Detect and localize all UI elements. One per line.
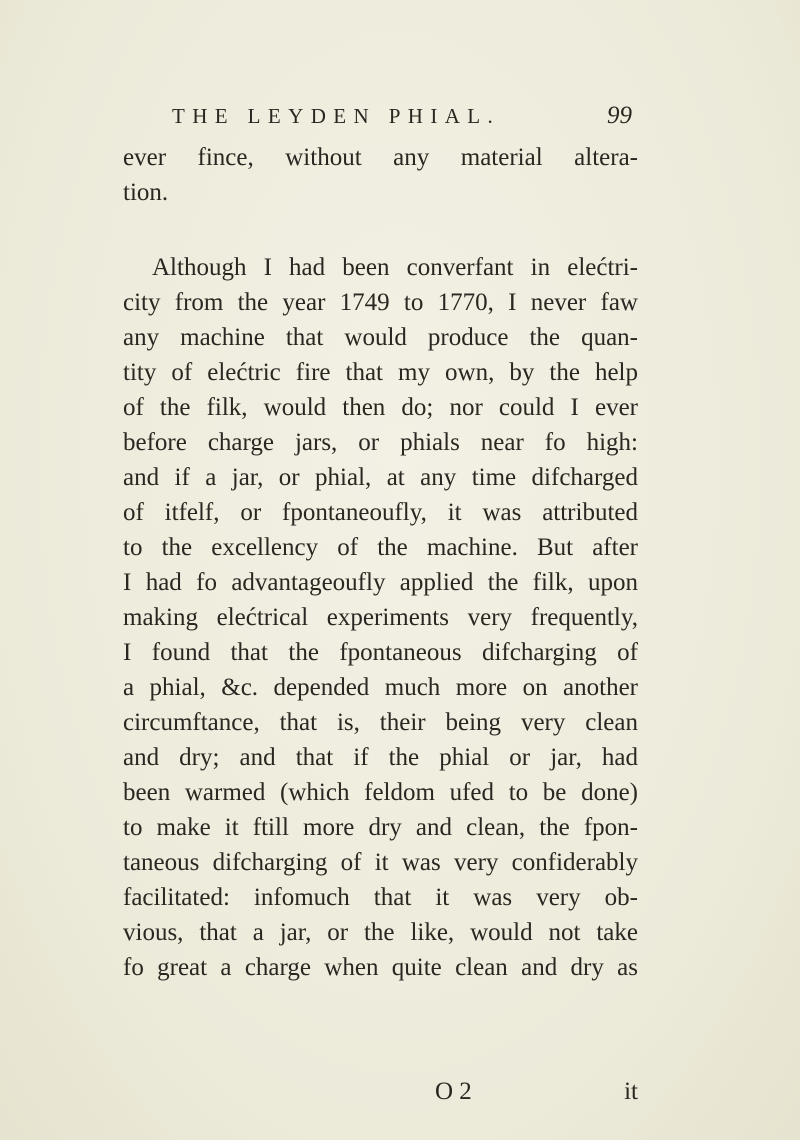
text-line: making elećtrical experiments very frequently,	[123, 604, 638, 631]
text-line: taneous difcharging of it was very confiderably	[123, 849, 638, 876]
text-line: of itfelf, or fpontaneoufly, it was attributed	[123, 499, 638, 526]
catchword: it	[624, 1078, 638, 1105]
text-line: vious, that a jar, or the like, would not take	[123, 919, 638, 946]
page-header	[172, 100, 632, 140]
signature-mark: O 2	[435, 1078, 472, 1105]
paragraph	[123, 250, 638, 985]
page-footer	[123, 1078, 638, 1114]
body-text	[123, 140, 638, 985]
text-line: ever fince, without any material altera-	[123, 144, 638, 171]
text-line: tity of elećtric fire that my own, by the help	[123, 359, 638, 386]
text-line: circumftance, that is, their being very clean	[123, 709, 638, 736]
text-line: fo great a charge when quite clean and dry as	[123, 954, 638, 981]
text-line: and dry; and that if the phial or jar, had	[123, 744, 638, 771]
text-line: facilitated: infomuch that it was very ob-	[123, 884, 638, 911]
paragraph-gap	[123, 210, 638, 250]
page-number: 99	[607, 102, 632, 129]
text-line: tion.	[123, 179, 169, 206]
text-line: of the filk, would then do; nor could I ever	[123, 394, 638, 421]
text-line: to the excellency of the machine. But after	[123, 534, 638, 561]
text-line: to make it ftill more dry and clean, the fpon-	[123, 814, 638, 841]
text-line: I found that the fpontaneous difcharging of	[123, 639, 638, 666]
text-line: and if a jar, or phial, at any time difcharged	[123, 464, 638, 491]
text-line: city from the year 1749 to 1770, I never faw	[123, 289, 638, 316]
text-line: before charge jars, or phials near fo high:	[123, 429, 638, 456]
text-line: any machine that would produce the quan-	[123, 324, 638, 351]
text-line: been warmed (which feldom ufed to be done)	[123, 779, 638, 806]
text-line: a phial, &c. depended much more on another	[123, 674, 638, 701]
text-line: Although I had been converfant in elećtri-	[152, 254, 638, 281]
text-line: I had fo advantageoufly applied the filk, upon	[123, 569, 638, 596]
running-head: THE LEYDEN PHIAL.	[172, 104, 501, 128]
